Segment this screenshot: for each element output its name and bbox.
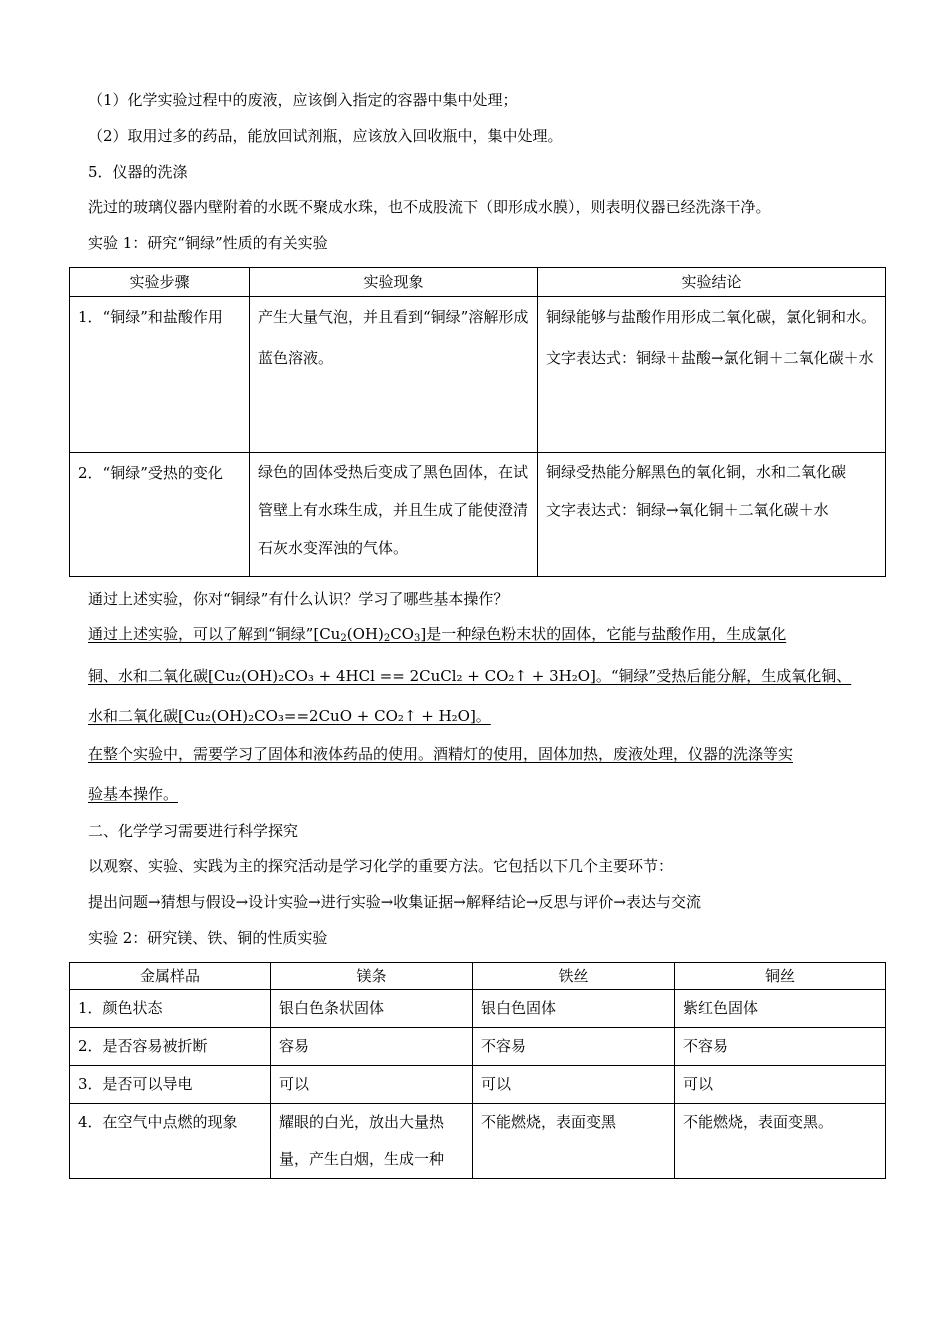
header-iron: 铁丝 [473, 963, 675, 990]
table-cell: 不能燃烧，表面变黑。 [675, 1104, 886, 1179]
header-conclusion: 实验结论 [538, 268, 886, 297]
conclusion-text: 铜绿能够与盐酸作用形成二氧化碳，氯化铜和水。 [546, 308, 877, 326]
table-row [70, 453, 886, 577]
answer-line-4: 在整个实验中，需要学习了固体和液体药品的使用。酒精灯的使用，固体加热，废液处理，仪器的洗涤等实 [88, 745, 794, 763]
table-cell: 紫红色固体 [675, 990, 886, 1028]
experiment-1-title: 实验 1：研究“铜绿”性质的有关实验 [88, 234, 328, 252]
answer-text: CO [390, 625, 414, 643]
table-row [70, 1104, 886, 1179]
answer-text: ]是一种绿色粉末状的固体，它能与盐酸作用，生成氯化 [420, 625, 787, 643]
answer-line-1 [88, 624, 786, 644]
table-cell: 可以 [675, 1066, 886, 1104]
table-cell: 不容易 [473, 1028, 675, 1066]
table-cell: 银白色固体 [473, 990, 675, 1028]
table-header-row [70, 963, 886, 990]
answer-text: 通过上述实验，可以了解到“铜绿”[Cu [88, 625, 341, 643]
table-cell: 耀眼的白光，放出大量热量，产生白烟，生成一种 [271, 1104, 473, 1179]
header-sample: 金属样品 [70, 963, 271, 990]
table-cell: 银白色条状固体 [271, 990, 473, 1028]
table-cell: 1．颜色状态 [70, 990, 271, 1028]
header-copper: 铜丝 [675, 963, 886, 990]
word-equation: 文字表达式：铜绿→氧化铜＋二氧化碳＋水 [546, 501, 829, 519]
subscript: 2 [383, 633, 391, 644]
inquiry-description: 以观察、实验、实践为主的探究活动是学习化学的重要方法。它包括以下几个主要环节： [88, 857, 674, 875]
subscript: 3 [413, 633, 421, 644]
section-heading-washing: 5．仪器的洗涤 [88, 163, 188, 181]
step-cell: 1．“铜绿”和盐酸作用 [70, 297, 250, 453]
washing-criterion: 洗过的玻璃仪器内壁附着的水既不聚成水珠，也不成股流下（即形成水膜），则表明仪器已经洗涤干净。 [88, 198, 771, 216]
header-steps: 实验步骤 [70, 268, 250, 297]
table-row [70, 1066, 886, 1104]
waste-liquid-rule: （1）化学实验过程中的废液，应该倒入指定的容器中集中处理； [88, 91, 518, 109]
table-cell: 可以 [271, 1066, 473, 1104]
table-row [70, 1028, 886, 1066]
step-cell: 2．“铜绿”受热的变化 [70, 453, 250, 577]
subscript: 2 [340, 633, 347, 644]
header-magnesium: 镁条 [271, 963, 473, 990]
word-equation: 文字表达式：铜绿＋盐酸→氯化铜＋二氧化碳＋水 [546, 349, 874, 367]
table-row [70, 990, 886, 1028]
phenomenon-cell: 产生大量气泡，并且看到“铜绿”溶解形成蓝色溶液。 [250, 297, 538, 453]
header-phenomenon: 实验现象 [250, 268, 538, 297]
table-header-row [70, 268, 886, 297]
section-heading-inquiry: 二、化学学习需要进行科学探究 [88, 822, 299, 840]
table-cell: 不能燃烧，表面变黑 [473, 1104, 675, 1179]
answer-line-5: 验基本操作。 [88, 785, 179, 803]
experiment-2-title: 实验 2：研究镁、铁、铜的性质实验 [88, 929, 328, 947]
phenomenon-cell: 绿色的固体受热后变成了黑色固体，在试管壁上有水珠生成，并且生成了能使澄清石灰水变浑浊的气体。 [250, 453, 538, 577]
conclusion-cell [538, 453, 886, 577]
discussion-question: 通过上述实验，你对“铜绿”有什么认识？学习了哪些基本操作？ [88, 590, 509, 608]
table-cell: 可以 [473, 1066, 675, 1104]
answer-line-3: 水和二氧化碳[Cu₂(OH)₂CO₃==2CuO + CO₂↑ + H₂O]。 [88, 707, 491, 725]
conclusion-text: 铜绿受热能分解黑色的氧化铜，水和二氧化碳 [546, 463, 847, 481]
answer-text: (OH) [346, 625, 384, 643]
table-row [70, 297, 886, 453]
experiment-2-table [69, 962, 886, 1179]
table-cell: 2．是否容易被折断 [70, 1028, 271, 1066]
table-cell: 不容易 [675, 1028, 886, 1066]
table-cell: 容易 [271, 1028, 473, 1066]
table-cell: 4．在空气中点燃的现象 [70, 1104, 271, 1179]
table-cell: 3．是否可以导电 [70, 1066, 271, 1104]
experiment-1-table [69, 267, 886, 577]
answer-line-2: 铜、水和二氧化碳[Cu₂(OH)₂CO₃ + 4HCl == 2CuCl₂ + CO₂↑ + 3H₂O]。“铜绿”受热后能分解，生成氧化铜、 [88, 667, 852, 685]
inquiry-steps: 提出问题→猜想与假设→设计实验→进行实验→收集证据→解释结论→反思与评价→表达与交流 [88, 893, 701, 911]
excess-reagent-rule: （2）取用过多的药品，能放回试剂瓶，应该放入回收瓶中，集中处理。 [88, 127, 563, 145]
conclusion-cell [538, 297, 886, 453]
